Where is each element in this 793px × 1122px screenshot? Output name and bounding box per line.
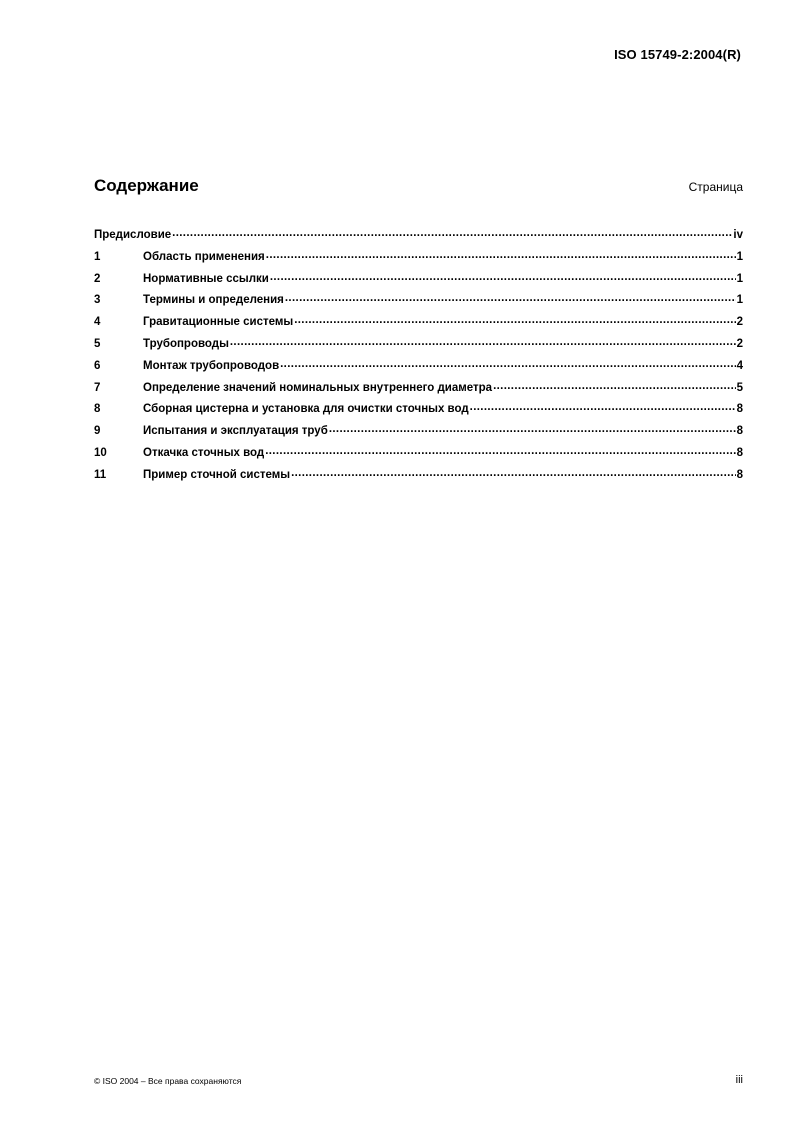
dot-leader [230,335,736,347]
toc-entry-9[interactable] [94,422,743,444]
toc-entry-page: 5 [736,381,743,394]
toc-entry-label: Испытания и эксплуатация труб [143,425,328,438]
document-id: ISO 15749-2:2004(R) [614,47,741,62]
toc-entry-6[interactable] [94,357,743,379]
toc-entry-number: 9 [94,425,101,438]
toc-header [94,176,743,196]
dot-leader [266,248,736,260]
toc-entry-page: 1 [736,250,743,263]
toc-entry-4[interactable] [94,313,743,335]
dot-leader [493,379,736,391]
toc-entry-number: 5 [94,337,101,350]
page-column-label: Страница [688,180,743,194]
toc-entry-page: 8 [736,468,743,481]
dot-leader [294,313,735,325]
toc-entry-label: Область применения [143,250,265,263]
dot-leader [329,422,736,434]
toc-entry-number: 6 [94,359,101,372]
toc-entry-page: 8 [736,425,743,438]
toc-entry-10[interactable] [94,444,743,466]
dot-leader [172,226,732,238]
toc-entry-page: 4 [736,359,743,372]
dot-leader [265,444,735,456]
toc-title: Содержание [94,176,199,195]
toc-entry-label: Гравитационные системы [143,316,294,329]
toc-entry-page: 8 [736,446,743,459]
toc-entry-page: iv [733,229,743,241]
footer-page-number: iii [735,1074,743,1086]
toc-entry-number: 10 [94,446,107,459]
dot-leader [270,270,736,282]
dot-leader [470,400,736,412]
toc-entry-label: Откачка сточных вод [143,446,265,459]
toc-entry-number: 11 [94,468,107,481]
toc-entry-11[interactable] [94,466,743,488]
toc-entry-label: Монтаж трубопроводов [143,359,280,372]
toc-entry-foreword[interactable] [94,226,743,248]
toc-entry-page: 1 [736,294,743,307]
toc-entry-label: Пример сточной системы [143,468,291,481]
toc-entry-5[interactable] [94,335,743,357]
toc-entry-1[interactable] [94,248,743,270]
toc-entry-page: 8 [736,403,743,416]
toc-entry-label: Нормативные ссылки [143,272,269,285]
toc-entry-number: 3 [94,294,101,307]
toc-entry-number: 7 [94,381,101,394]
toc-entry-3[interactable] [94,291,743,313]
toc-entry-number: 8 [94,403,101,416]
toc-entry-page: 2 [736,316,743,329]
toc-entry-8[interactable] [94,400,743,422]
toc-entry-page: 2 [736,337,743,350]
toc-entry-label: Определение значений номинальных внутреннего диаметра [143,381,493,394]
dot-leader [285,291,736,303]
toc-entry-number: 1 [94,250,101,263]
toc-entry-2[interactable] [94,270,743,292]
toc-entry-label: Термины и определения [143,294,284,307]
toc-entry-number: 2 [94,272,101,285]
toc-entry-label: Трубопроводы [143,337,229,350]
dot-leader [291,466,736,478]
toc-entry-label: Предисловие [94,229,172,241]
toc-entry-label: Сборная цистерна и установка для очистки сточных вод [143,403,469,416]
toc-entry-7[interactable] [94,379,743,401]
toc-entry-number: 4 [94,316,101,329]
toc-list [94,226,743,488]
dot-leader [280,357,735,369]
footer-copyright: © ISO 2004 – Все права сохраняются [94,1076,242,1086]
toc-entry-page: 1 [736,272,743,285]
